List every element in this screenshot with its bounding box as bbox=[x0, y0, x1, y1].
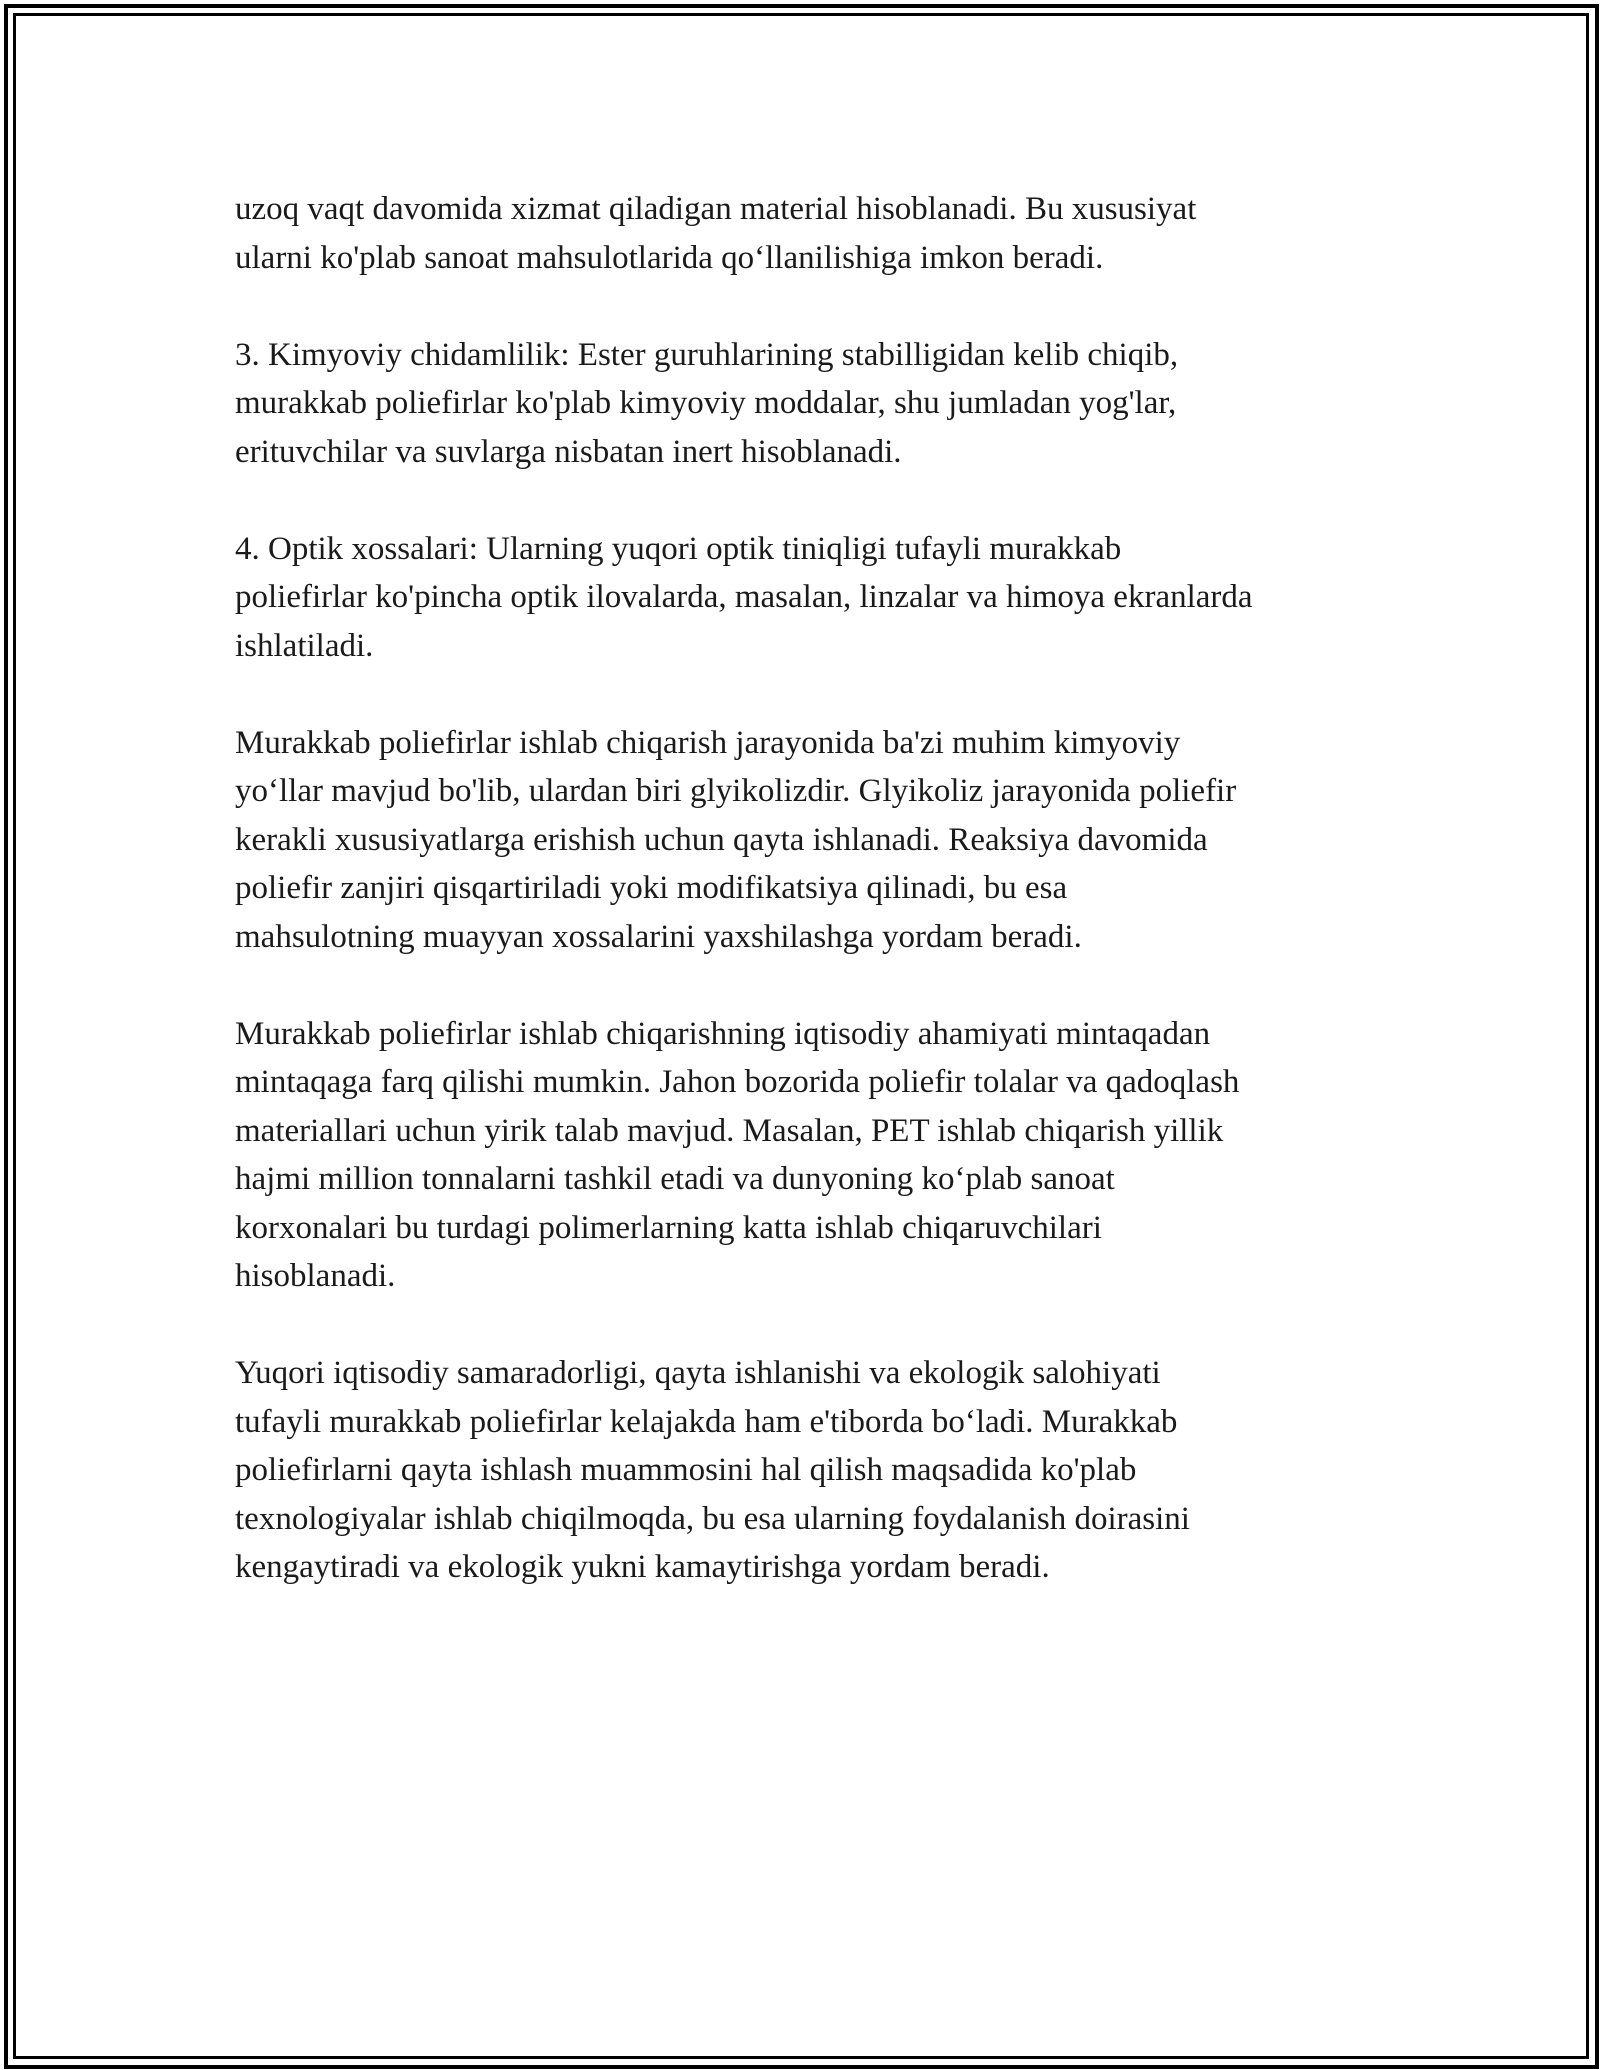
paragraph-glycolysis: Murakkab poliefirlar ishlab chiqarish jarayonida ba'zi muhim kimyoviy yo‘llar mavjud bo'lib, ulardan biri glyikolizdir. Glyikoliz jarayonida poliefir kerakli xususiyatlarga erishish uchun qayta ishlanadi. Reaksiya davomida poliefir zanjiri qisqartiriladi yoki modifikatsiya qilinadi, bu esa mahsulotning muayyan xossalarini yaxshilashga yordam beradi. bbox=[235, 724, 1237, 955]
document-body bbox=[235, 185, 1375, 1592]
paragraph-economic-importance: Murakkab poliefirlar ishlab chiqarishning iqtisodiy ahamiyati mintaqadan mintaqaga farq qilishi mumkin. Jahon bozorida poliefir tolalar va qadoqlash materiallari uchun yirik talab mavjud. Masalan, PET ishlab chiqarish yillik hajmi million tonnalarni tashkil etadi va dunyoning ko‘plab sanoat korxonalari bu turdagi polimerlarning katta ishlab chiqaruvchilari hisoblanadi. bbox=[235, 1015, 1240, 1294]
paragraph-continuation: uzoq vaqt davomida xizmat qiladigan material hisoblanadi. Bu xususiyat ularni ko'plab sanoat mahsulotlarida qo‘llanilishiga imkon beradi. bbox=[235, 191, 1197, 276]
paragraph-optical-properties: 4. Optik xossalari: Ularning yuqori optik tiniqligi tufayli murakkab poliefirlar ko'pincha optik ilovalarda, masalan, linzalar va himoya ekranlarda ishlatiladi. bbox=[235, 530, 1253, 664]
paragraph-future-outlook: Yuqori iqtisodiy samaradorligi, qayta ishlanishi va ekologik salohiyati tufayli murakkab poliefirlar kelajakda ham e'tiborda bo‘ladi. Murakkab poliefirlarni qayta ishlash muammosini hal qilish maqsadida ko'plab texnologiyalar ishlab chiqilmoqda, bu esa ularning foydalanish doirasini kengaytiradi va ekologik yukni kamaytirishga yordam beradi. bbox=[235, 1355, 1190, 1585]
paragraph-chemical-resistance: 3. Kimyoviy chidamlilik: Ester guruhlarining stabilligidan kelib chiqib, murakkab poliefirlar ko'plab kimyoviy moddalar, shu jumladan yog'lar, erituvchilar va suvlarga nisbatan inert hisoblanadi. bbox=[235, 336, 1179, 470]
